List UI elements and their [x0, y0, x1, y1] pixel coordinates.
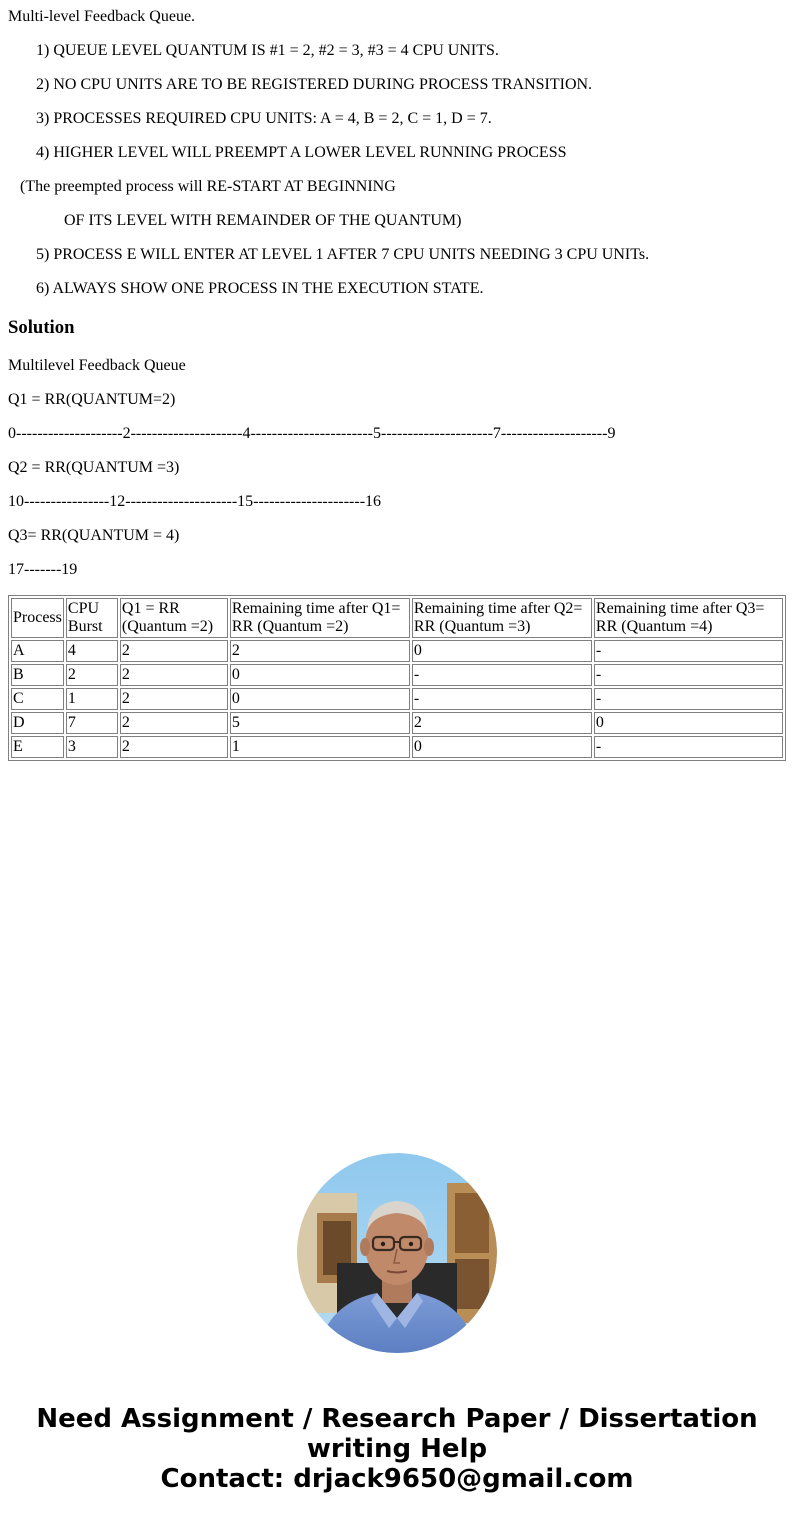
author-portrait-image: [297, 1153, 497, 1353]
table-cell: 0: [230, 664, 410, 686]
table-cell: 2: [120, 736, 228, 758]
solution-subtitle: Multilevel Feedback Queue: [8, 357, 186, 374]
table-cell: 2: [120, 712, 228, 734]
q2-label: Q2 = RR(QUANTUM =3): [8, 459, 180, 476]
table-cell: 2: [412, 712, 592, 734]
rule-6: 6) ALWAYS SHOW ONE PROCESS IN THE EXECUTION STATE.: [36, 280, 484, 297]
table-cell: E: [11, 736, 64, 758]
remaining-time-table: [8, 595, 786, 761]
promo-line-1: Need Assignment / Research Paper / Dissertation: [36, 1404, 758, 1434]
rule-1: 1) QUEUE LEVEL QUANTUM IS #1 = 2, #2 = 3, #3 = 4 CPU UNITS.: [36, 42, 499, 59]
table-cell: C: [11, 688, 64, 710]
promo-contact: Contact: drjack9650@gmail.com: [160, 1464, 634, 1494]
rule-2: 2) NO CPU UNITS ARE TO BE REGISTERED DURING PROCESS TRANSITION.: [36, 76, 593, 93]
table-cell: A: [11, 640, 64, 662]
table-cell: -: [594, 664, 783, 686]
table-cell: 0: [594, 712, 783, 734]
table-row: [11, 712, 783, 734]
table-cell: 2: [66, 664, 118, 686]
table-header-row: [11, 598, 783, 638]
header-cell: CPU Burst: [66, 598, 118, 638]
table-cell: 4: [66, 640, 118, 662]
table-row: [11, 640, 783, 662]
table-cell: B: [11, 664, 64, 686]
table-cell: -: [594, 640, 783, 662]
table-cell: 5: [230, 712, 410, 734]
q1-label: Q1 = RR(QUANTUM=2): [8, 391, 176, 408]
q2-timeline: 10----------------12---------------------15---------------------16: [8, 493, 382, 510]
rule-3: 3) PROCESSES REQUIRED CPU UNITS: A = 4, B = 2, C = 1, D = 7.: [36, 110, 492, 127]
promo-banner: [0, 1404, 794, 1494]
table-cell: 7: [66, 712, 118, 734]
solution-heading: Solution: [8, 317, 75, 338]
table-row: [11, 688, 783, 710]
header-cell: Q1 = RR (Quantum =2): [120, 598, 228, 638]
rule-4: 4) HIGHER LEVEL WILL PREEMPT A LOWER LEVEL RUNNING PROCESS: [36, 144, 567, 161]
table-cell: 0: [412, 640, 592, 662]
table-cell: -: [594, 688, 783, 710]
table-cell: 2: [120, 664, 228, 686]
rule-4-note-line1: (The preempted process will RE-START AT BEGINNING: [20, 178, 396, 195]
table-cell: -: [594, 736, 783, 758]
q3-timeline: 17-------19: [8, 561, 78, 578]
q1-timeline: 0--------------------2---------------------4-----------------------5---------------------7--------------------9: [8, 425, 616, 442]
table-cell: 2: [120, 688, 228, 710]
table-cell: -: [412, 664, 592, 686]
question-title: Multi-level Feedback Queue.: [8, 8, 196, 25]
table-cell: 0: [230, 688, 410, 710]
header-cell: Remaining time after Q1= RR (Quantum =2): [230, 598, 410, 638]
table-cell: 1: [66, 688, 118, 710]
table-cell: D: [11, 712, 64, 734]
rule-5: 5) PROCESS E WILL ENTER AT LEVEL 1 AFTER 7 CPU UNITS NEEDING 3 CPU UNITs.: [36, 246, 650, 263]
rule-4-note-line2: OF ITS LEVEL WITH REMAINDER OF THE QUANTUM): [64, 212, 462, 229]
table-row: [11, 664, 783, 686]
table-cell: 3: [66, 736, 118, 758]
table-cell: 2: [230, 640, 410, 662]
table-row: [11, 736, 783, 758]
table-cell: 2: [120, 640, 228, 662]
q3-label: Q3= RR(QUANTUM = 4): [8, 527, 180, 544]
header-cell: Process: [11, 598, 64, 638]
table-cell: -: [412, 688, 592, 710]
promo-line-2: writing Help: [306, 1434, 488, 1464]
header-cell: Remaining time after Q2= RR (Quantum =3): [412, 598, 592, 638]
author-avatar: [297, 1153, 497, 1353]
table-cell: 0: [412, 736, 592, 758]
table-cell: 1: [230, 736, 410, 758]
header-cell: Remaining time after Q3= RR (Quantum =4): [594, 598, 783, 638]
